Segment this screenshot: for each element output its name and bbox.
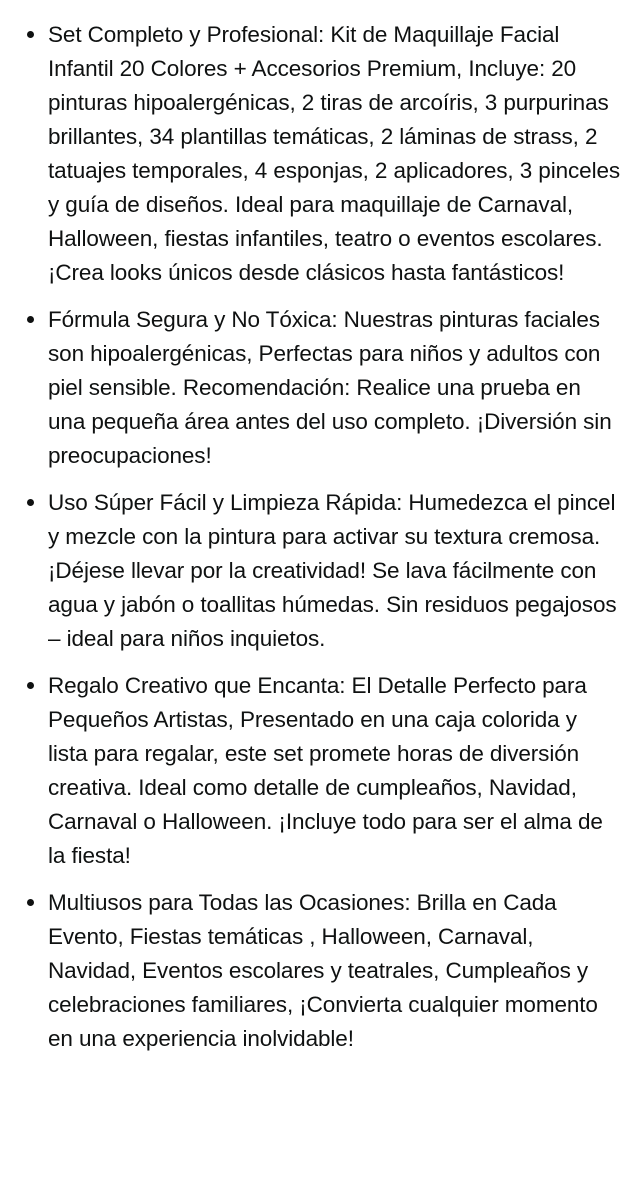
feature-bullet-text: Multiusos para Todas las Ocasiones: Brilla en Cada Evento, Fiestas temáticas , Halloween, Carnaval, Navidad, Eventos escolares y teatrales, Cumpleaños y celebraciones familiares, ¡Convierta cualquier momento en una experiencia inolvidable! [48, 890, 598, 1051]
list-item [18, 886, 622, 1056]
list-item [18, 303, 622, 473]
bullet-point-icon [27, 316, 34, 323]
list-item [18, 18, 622, 290]
feature-bullet-text: Fórmula Segura y No Tóxica: Nuestras pinturas faciales son hipoalergénicas, Perfectas para niños y adultos con piel sensible. Recomendación: Realice una prueba en una pequeña área antes del uso completo. ¡Diversión sin preocupaciones! [48, 307, 612, 468]
feature-bullet-text: Uso Súper Fácil y Limpieza Rápida: Humedezca el pincel y mezcle con la pintura para activar su textura cremosa.¡Déjese llevar por la creatividad! Se lava fácilmente con agua y jabón o toallitas húmedas. Sin residuos pegajosos – ideal para niños inquietos. [48, 490, 617, 651]
bullet-point-icon [27, 499, 34, 506]
bullet-point-icon [27, 31, 34, 38]
list-item [18, 669, 622, 873]
feature-bullet-text: Regalo Creativo que Encanta: El Detalle Perfecto para Pequeños Artistas, Presentado en una caja colorida y lista para regalar, este set promete horas de diversión creativa. Ideal como detalle de cumpleaños, Navidad, Carnaval o Halloween. ¡Incluye todo para ser el alma de la fiesta! [48, 673, 603, 868]
bullet-point-icon [27, 682, 34, 689]
feature-bullet-text: Set Completo y Profesional: Kit de Maquillaje Facial Infantil 20 Colores + Accesorios Premium, Incluye: 20 pinturas hipoalergénicas, 2 tiras de arcoíris, 3 purpurinas brillantes, 34 plantillas temáticas, 2 láminas de strass, 2 tatuajes temporales, 4 esponjas, 2 aplicadores, 3 pinceles y guía de diseños. Ideal para maquillaje de Carnaval, Halloween, fiestas infantiles, teatro o eventos escolares. ¡Crea looks únicos desde clásicos hasta fantásticos! [48, 22, 621, 285]
bullet-point-icon [27, 899, 34, 906]
list-item [18, 486, 622, 656]
